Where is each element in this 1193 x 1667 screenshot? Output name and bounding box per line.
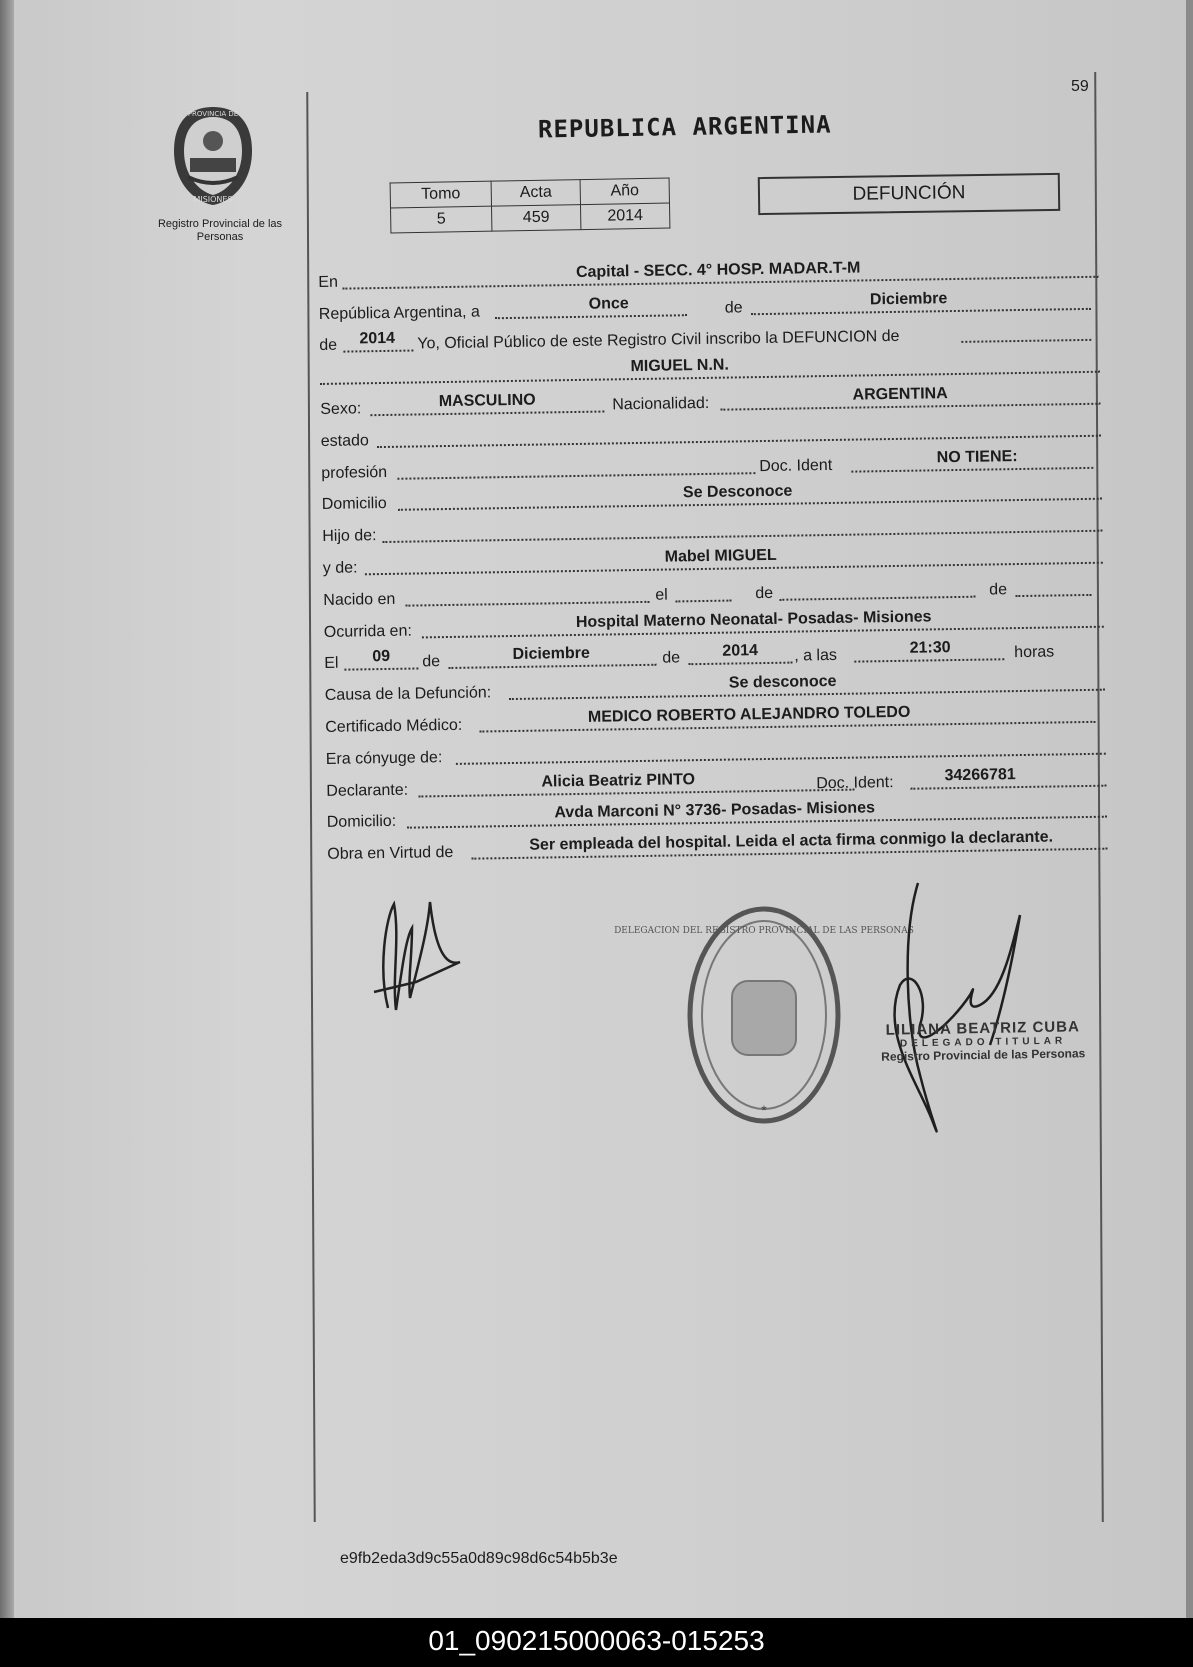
logo-text-bottom: MISIONES (193, 195, 233, 204)
misiones-coat-of-arms (168, 103, 258, 213)
conyuge-label: Era cónyuge de: (325, 748, 443, 768)
en-label: En (318, 273, 339, 291)
ocurrida-en-label: Ocurrida en: (323, 622, 412, 641)
month-value: Diciembre (869, 289, 948, 308)
page-edge-shadow (0, 0, 14, 1618)
document-hash: e9fb2eda3d9c55a0d89c98d6c54b5b3e (340, 1550, 618, 1567)
page-number: 59 (1071, 78, 1089, 95)
logo-text-top: PROVINCIA DE (187, 110, 239, 118)
nacido-el: el (655, 586, 668, 604)
col-acta: Acta (491, 180, 580, 207)
fecha-year: 2014 (722, 642, 759, 661)
inscription-text: Yo, Oficial Público de este Registro Civil inscribo la DEFUNCION de (417, 328, 900, 353)
fecha-el: El (324, 655, 339, 673)
official-title: DELEGADO TITULAR (899, 1035, 1067, 1050)
acta-value: 459 (492, 205, 581, 232)
sexo-value: MASCULINO (438, 391, 536, 411)
nacionalidad-label: Nacionalidad: (612, 394, 710, 414)
official-office: Registro Provincial de las Personas (881, 1046, 1086, 1064)
col-tomo: Tomo (390, 181, 491, 208)
fecha-de1: de (422, 653, 441, 671)
col-anio: Año (580, 178, 669, 205)
nacionalidad-value: ARGENTINA (852, 385, 948, 404)
seal-text: DELEGACION DEL REGISTRO PROVINCIAL DE LAS PERSONAS (614, 926, 914, 936)
death-certificate-form (318, 250, 1107, 866)
obra-label: Obra en Virtud de (327, 844, 454, 864)
obra-value: Ser empleada del hospital. Leida el acta firma conmigo la declarante. (529, 828, 1054, 854)
anio-value: 2014 (580, 203, 669, 230)
ocurrida-en-value: Hospital Materno Neonatal- Posadas- Misiones (575, 607, 932, 631)
official-name-stamp (868, 1018, 1099, 1064)
fecha-time: 21:30 (909, 639, 951, 658)
domicilio-label: Domicilio (321, 495, 387, 514)
svg-text:*: * (761, 1102, 767, 1118)
deceased-name: MIGUEL N.N. (630, 356, 729, 376)
y-de-label: y de: (322, 559, 358, 577)
fecha-de2: de (662, 649, 681, 667)
republica-de: de (724, 298, 743, 317)
sexo-label: Sexo: (320, 400, 362, 418)
nacido-de1: de (755, 584, 774, 602)
doc-ident-label: Doc. Ident (759, 456, 833, 475)
declarante-doc-label: Doc. Ident: (816, 773, 894, 792)
causa-label: Causa de la Defunción: (324, 684, 492, 705)
causa-value: Se desconoce (728, 673, 837, 692)
hijo-de-label: Hijo de: (322, 527, 377, 546)
domicilio-declarante-value: Avda Marconi N° 3736- Posadas- Misiones (554, 799, 876, 822)
fecha-month: Diciembre (512, 645, 591, 664)
year-value: 2014 (359, 330, 396, 348)
en-value: Capital - SECC. 4° HOSP. MADAR.T-M (575, 259, 861, 281)
domicilio-declarante-label: Domicilio: (326, 813, 397, 832)
certificado-label: Certificado Médico: (325, 716, 463, 736)
doc-ident-value: NO TIENE: (936, 447, 1018, 466)
declarante-value: Alicia Beatriz PINTO (541, 770, 696, 791)
day-value: Once (588, 294, 629, 313)
act-type-box: DEFUNCIÓN (758, 173, 1061, 215)
declarant-signature (372, 898, 482, 1028)
official-name: LILIANA BEATRIZ CUBA (885, 1018, 1080, 1039)
y-de-value: Mabel MIGUEL (664, 546, 777, 566)
republica-label: República Argentina, a (318, 303, 480, 323)
domicilio-value: Se Desconoce (682, 482, 793, 502)
official-signature (860, 875, 1060, 1150)
fecha-a-las: , a las (794, 647, 838, 665)
fecha-day: 09 (372, 648, 391, 666)
official-seal (614, 903, 914, 1133)
estado-label: estado (320, 432, 369, 450)
nacido-en-label: Nacido en (323, 590, 396, 609)
declarante-label: Declarante: (326, 781, 409, 800)
certificado-value: MEDICO ROBERTO ALEJANDRO TOLEDO (587, 703, 911, 726)
profesion-label: profesión (321, 463, 388, 482)
registry-table (390, 178, 671, 234)
nacido-de2: de (989, 580, 1008, 599)
file-id-bar: 01_090215000063-015253 (0, 1618, 1193, 1667)
document-title: REPUBLICA ARGENTINA (537, 110, 832, 144)
tomo-value: 5 (391, 206, 492, 233)
declarante-doc-value: 34266781 (944, 765, 1016, 784)
registry-caption: Registro Provincial de las Personas (157, 218, 283, 243)
registry-table-values (391, 203, 670, 233)
year-de: de (319, 337, 338, 355)
fecha-horas: horas (1014, 643, 1055, 662)
